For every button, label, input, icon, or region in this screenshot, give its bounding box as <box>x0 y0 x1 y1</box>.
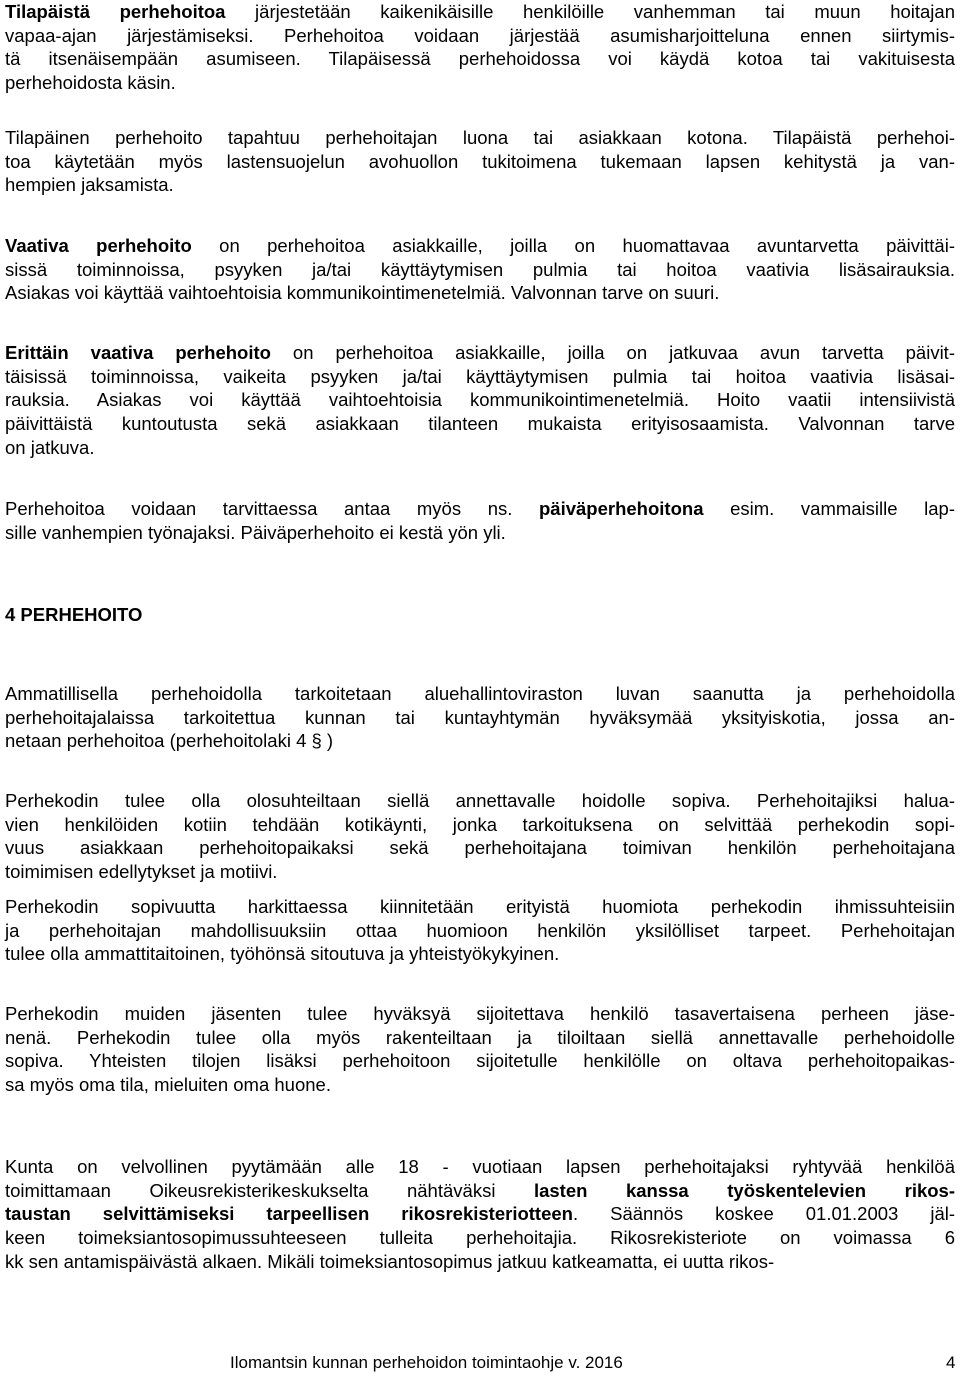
text-run: päivittäistä kuntoutusta sekä asiakkaan tilanteen mukaista erityisosaamista. Valvonnan tarve <box>5 413 955 435</box>
text-line <box>5 521 955 545</box>
text-run: perhehoidosta käsin. <box>5 72 176 94</box>
text-run: Asiakas voi käyttää vaihtoehtoisia kommunikointimenetelmiä. Valvonnan tarve on suuri. <box>5 282 720 304</box>
text-line <box>5 71 955 95</box>
text-line <box>5 789 955 813</box>
text-run: kk sen antamispäivästä alkaen. Mikäli toimeksiantosopimus jatkuu katkeamatta, ei uutta rikos- <box>5 1250 775 1272</box>
paragraph <box>5 1002 955 1097</box>
text-run: Ammatillisella perhehoidolla tarkoitetaan aluehallintoviraston luvan saanutta ja perhehoidolla <box>5 683 955 704</box>
text-run: sa myös oma tila, mieluiten oma huone. <box>5 1074 331 1096</box>
text-run: vien henkilöiden kotiin tehdään kotikäynti, jonka tarkoituksena on selvittää perhekodin sopi- <box>5 813 955 835</box>
bold-text: Vaativa perhehoito <box>5 235 192 256</box>
text-run: . Säännös koskee 01.01.2003 jäl- <box>572 1203 956 1225</box>
paragraph <box>5 234 955 305</box>
text-line <box>5 813 955 837</box>
text-run: on perhehoitoa asiakkaille, joilla on huomattavaa avuntarvetta päivittäi- <box>191 235 955 256</box>
text-run: Kunta on velvollinen pyytämään alle 18 - vuotiaan lapsen perhehoitajaksi ryhtyvää henkilöä <box>5 1156 955 1177</box>
text-line <box>5 412 955 436</box>
page-number: 4 <box>946 1353 956 1372</box>
text-line <box>5 1155 955 1179</box>
text-run: toimittamaan Oikeusrekisterikeskukselta nähtäväksi <box>5 1179 534 1201</box>
text-line <box>5 729 955 753</box>
text-line <box>5 47 955 71</box>
text-line <box>5 1073 955 1097</box>
paragraph <box>5 789 955 884</box>
bold-text: taustan selvittämiseksi tarpeellisen rikosrekisteriotteen <box>5 1203 573 1225</box>
paragraph <box>5 895 955 966</box>
text-line <box>5 942 955 966</box>
text-run: keen toimeksiantosopimussuhteeseen tulleita perhehoitajia. Rikosrekisteriote on voimassa 6 <box>5 1227 955 1249</box>
bold-text: päiväperhehoitona <box>539 498 704 519</box>
paragraph <box>5 682 955 753</box>
text-line <box>5 341 955 365</box>
text-line <box>5 150 955 174</box>
text-line <box>5 1250 955 1274</box>
paragraph <box>5 126 955 197</box>
text-line <box>5 365 955 389</box>
text-run: Perhekodin muiden jäsenten tulee hyväksyä sijoitettava henkilö tasavertaisena perheen jäse- <box>5 1003 955 1024</box>
text-line <box>5 682 955 706</box>
section-heading: 4 PERHEHOITO <box>5 604 143 625</box>
text-line <box>5 497 955 521</box>
text-line <box>5 706 955 730</box>
text-run: Perhekodin tulee olla olosuhteiltaan siellä annettavalle hoidolle sopiva. Perhehoitajiksi halua- <box>5 790 955 811</box>
paragraph <box>5 1155 955 1274</box>
bold-text: Tilapäistä perhehoitoa <box>5 1 226 22</box>
text-line <box>5 1049 955 1073</box>
bold-text: Erittäin vaativa perhehoito <box>5 342 271 363</box>
text-run: täisissä toiminnoissa, vaikeita psyyken ja/tai käyttäytymisen pulmia tai hoitoa vaativia lisäsai- <box>5 365 955 387</box>
text-run: Perhehoitoa voidaan tarvittaessa antaa myös ns. <box>5 498 539 519</box>
text-line <box>5 1026 955 1050</box>
text-run: ja perhehoitajan mahdollisuuksiin ottaa huomioon henkilön yksilölliset tarpeet. Perhehoitajan <box>5 919 955 941</box>
text-line <box>5 126 955 150</box>
paragraph <box>5 497 955 544</box>
text-run: toimimisen edellytykset ja motiivi. <box>5 861 278 883</box>
text-run: vapaa-ajan järjestämiseksi. Perhehoitoa voidaan järjestää asumisharjoitteluna ennen siirtymis- <box>5 24 955 46</box>
text-line <box>5 24 955 48</box>
page-footer: Ilomantsin kunnan perhehoidon toimintaohje v. 2016 <box>230 1353 623 1372</box>
text-line <box>5 281 955 305</box>
text-run: hempien jaksamista. <box>5 174 174 196</box>
text-line <box>5 1002 955 1026</box>
text-run: Tilapäinen perhehoito tapahtuu perhehoitajan luona tai asiakkaan kotona. Tilapäistä perhehoi- <box>5 127 955 148</box>
text-run: vuus asiakkaan perhehoitopaikaksi sekä perhehoitajana toimivan henkilön perhehoitajana <box>5 837 955 859</box>
text-line <box>5 1202 955 1226</box>
text-run: netaan perhehoitoa (perhehoitolaki 4 § ) <box>5 730 334 752</box>
text-run: esim. vammaisille lap- <box>703 498 955 519</box>
text-line <box>5 0 955 24</box>
text-run: on jatkuva. <box>5 436 95 458</box>
text-line <box>5 836 955 860</box>
text-run: perhehoitajalaissa tarkoitettua kunnan tai kuntayhtymän hyväksymää yksityiskotia, jossa an- <box>5 706 955 728</box>
text-line <box>5 388 955 412</box>
text-line <box>5 895 955 919</box>
text-line <box>5 173 955 197</box>
text-run: sissä toiminnoissa, psyyken ja/tai käyttäytymisen pulmia tai hoitoa vaativia lisäsairauksia. <box>5 258 955 280</box>
text-line <box>5 1179 955 1203</box>
text-run: nenä. Perhekodin tulee olla myös rakenteiltaan ja tiloiltaan siellä annettavalle perhehoidolle <box>5 1026 955 1048</box>
text-run: rauksia. Asiakas voi käyttää vaihtoehtoisia kommunikointimenetelmiä. Hoito vaatii intensiivistä <box>5 389 955 411</box>
text-line <box>5 919 955 943</box>
text-run: on perhehoitoa asiakkaille, joilla on jatkuvaa avun tarvetta päivit- <box>270 342 955 363</box>
bold-text: lasten kanssa työskentelevien rikos- <box>533 1179 955 1201</box>
text-run: sopiva. Yhteisten tilojen lisäksi perhehoitoon sijoitetulle henkilölle on oltava perhehoitopaikas- <box>5 1050 955 1072</box>
text-run: toa käytetään myös lastensuojelun avohuollon tukitoimena tukemaan lapsen kehitystä ja van- <box>5 150 955 172</box>
text-line <box>5 860 955 884</box>
text-line <box>5 258 955 282</box>
text-line <box>5 234 955 258</box>
paragraph <box>5 341 955 460</box>
text-run: järjestetään kaikenikäisille henkilöille vanhemman tai muun hoitajan <box>225 1 955 22</box>
text-line <box>5 1226 955 1250</box>
text-run: tulee olla ammattitaitoinen, työhönsä sitoutuva ja yhteistyökykyinen. <box>5 943 560 965</box>
text-run: sille vanhempien työnajaksi. Päiväperhehoito ei kestä yön yli. <box>5 521 506 543</box>
text-run: tä itsenäisempään asumiseen. Tilapäisessä perhehoidossa voi käydä kotoa tai vakituisesta <box>5 48 955 70</box>
paragraph <box>5 0 955 95</box>
text-line <box>5 436 955 460</box>
text-run: Perhekodin sopivuutta harkittaessa kiinnitetään erityistä huomiota perhekodin ihmissuhteisiin <box>5 896 955 917</box>
